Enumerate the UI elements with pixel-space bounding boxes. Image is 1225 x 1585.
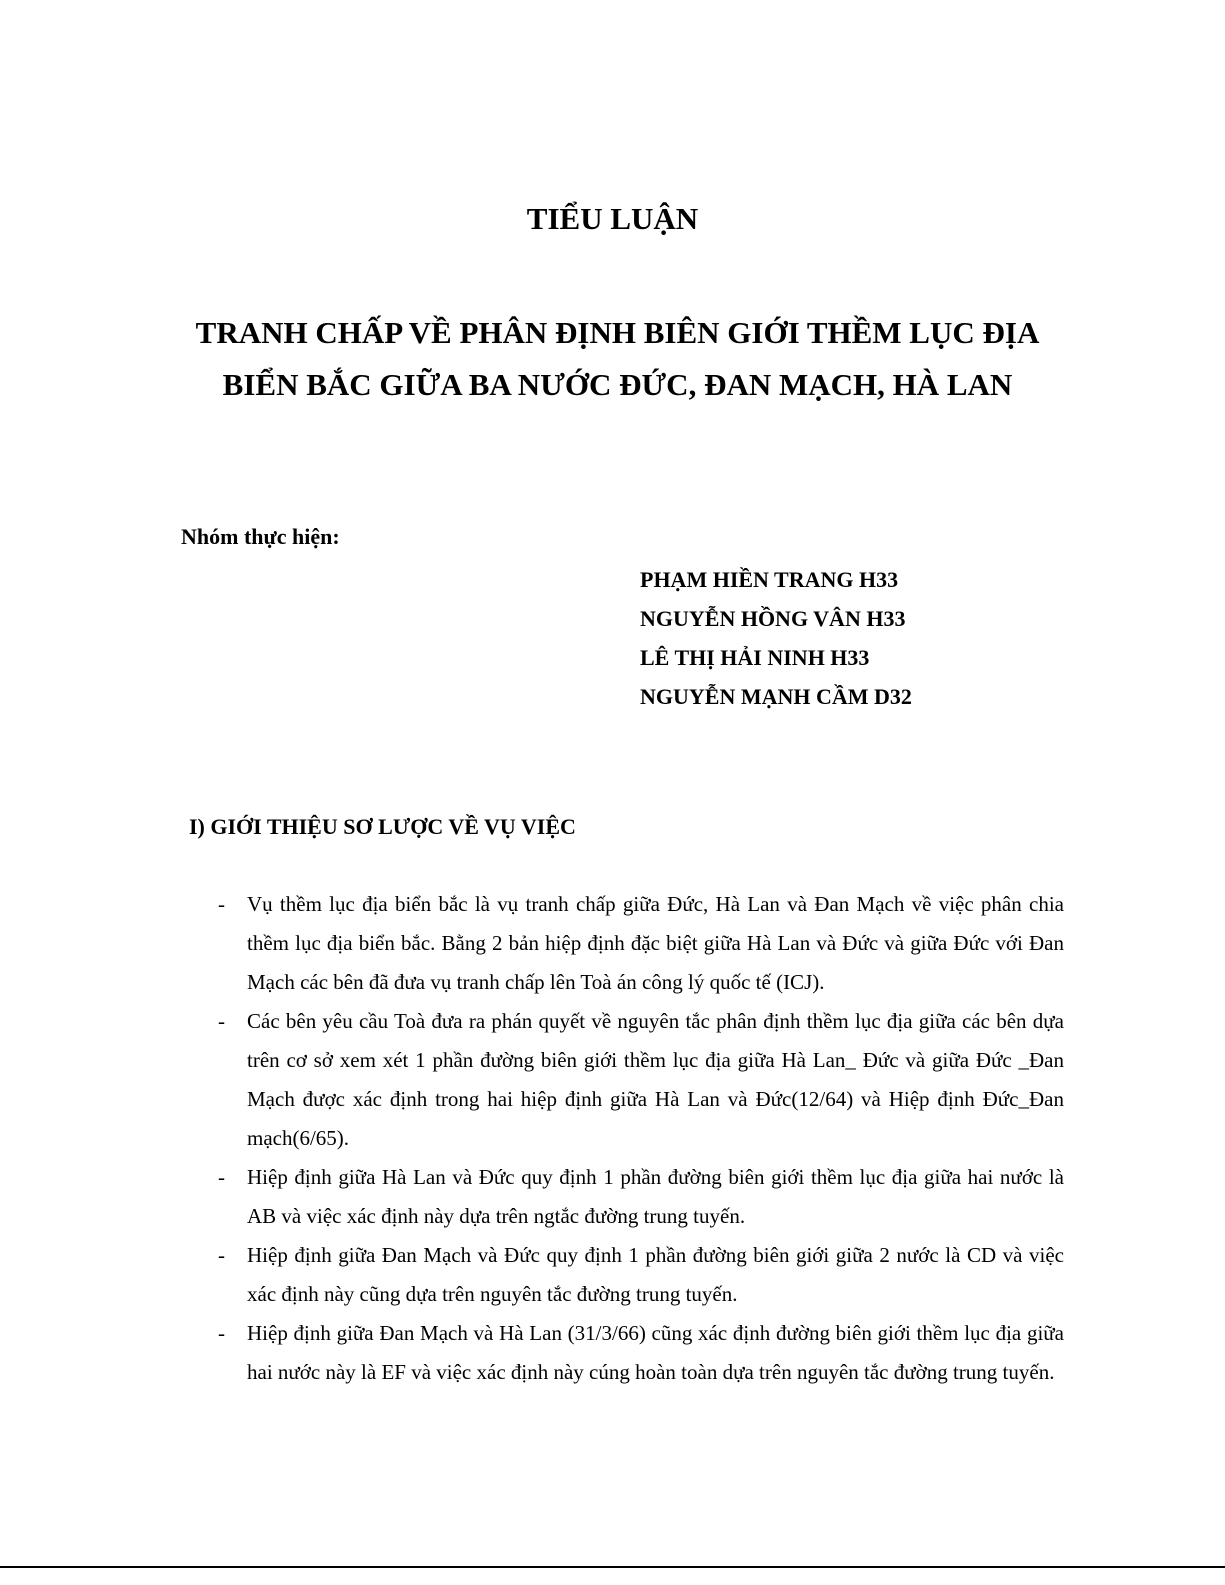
subtitle-line-2: BIỂN BẮC GIỮA BA NƯỚC ĐỨC, ĐAN MẠCH, HÀ LAN (222, 367, 1013, 402)
bullet-text: Vụ thềm lục địa biển bắc là vụ tranh chấp giữa Đức, Hà Lan và Đan Mạch về việc phân chia thềm lục địa biển bắc. Bằng 2 bản hiệp định đặc biệt giữa Hà Lan và Đức và giữa Đức với Đan Mạch các bên đã đưa vụ tranh chấp lên Toà án công lý quốc tế (ICJ). (247, 892, 1064, 994)
bullet-item (218, 1002, 1064, 1158)
subtitle-line-1: TRANH CHẤP VỀ PHÂN ĐỊNH BIÊN GIỚI THỀM LỤC ĐỊA (195, 315, 1040, 350)
bullet-text: Các bên yêu cầu Toà đưa ra phán quyết về nguyên tắc phân định thềm lục địa giữa các bên dựa trên cơ sở xem xét 1 phần đường biên giới thềm lục địa giữa Hà Lan_ Đức và giữa Đức _Đan Mạch được xác định trong hai hiệp định giữa Hà Lan và Đức(12/64) và Hiệp định Đức_Đan mạch(6/65). (247, 1009, 1064, 1150)
section-heading: I) GIỚI THIỆU SƠ LƯỢC VỀ VỤ VIỆC (189, 814, 576, 839)
bullet-marker: - (218, 1321, 225, 1345)
bullet-marker: - (218, 1009, 225, 1033)
bullet-marker: - (218, 1243, 225, 1267)
member-item: NGUYỄN HỒNG VÂN H33 (640, 606, 906, 631)
member-item: PHẠM HIỀN TRANG H33 (640, 567, 899, 592)
page-bottom-rule (0, 1566, 1225, 1568)
bullet-item (218, 885, 1064, 1002)
bullet-marker: - (218, 892, 225, 916)
group-label: Nhóm thực hiện: (181, 524, 340, 549)
member-item: LÊ THỊ HẢI NINH H33 (640, 645, 870, 670)
bullet-marker: - (218, 1165, 225, 1189)
bullet-item (218, 1158, 1064, 1236)
member-item: NGUYỄN MẠNH CẦM D32 (640, 684, 912, 709)
document-title: TIỂU LUẬN (526, 201, 699, 236)
member-list (640, 560, 912, 716)
bullet-text: Hiệp định giữa Đan Mạch và Hà Lan (31/3/66) cũng xác định đường biên giới thềm lục địa giữa hai nước này là EF và việc xác định này cúng hoàn toàn dựa trên nguyên tắc đường trung tuyến. (247, 1321, 1064, 1384)
bullet-item (218, 1314, 1064, 1392)
bullet-item (218, 1236, 1064, 1314)
document-subtitle (0, 307, 1225, 411)
bullet-text: Hiệp định giữa Đan Mạch và Đức quy định 1 phần đường biên giới giữa 2 nước là CD và việc xác định này cũng dựa trên nguyên tắc đường trung tuyến. (247, 1243, 1064, 1306)
bullet-text: Hiệp định giữa Hà Lan và Đức quy định 1 phần đường biên giới thềm lục địa giữa hai nước là AB và việc xác định này dựa trên ngtắc đường trung tuyến. (247, 1165, 1064, 1228)
bullet-list (218, 885, 1064, 1392)
